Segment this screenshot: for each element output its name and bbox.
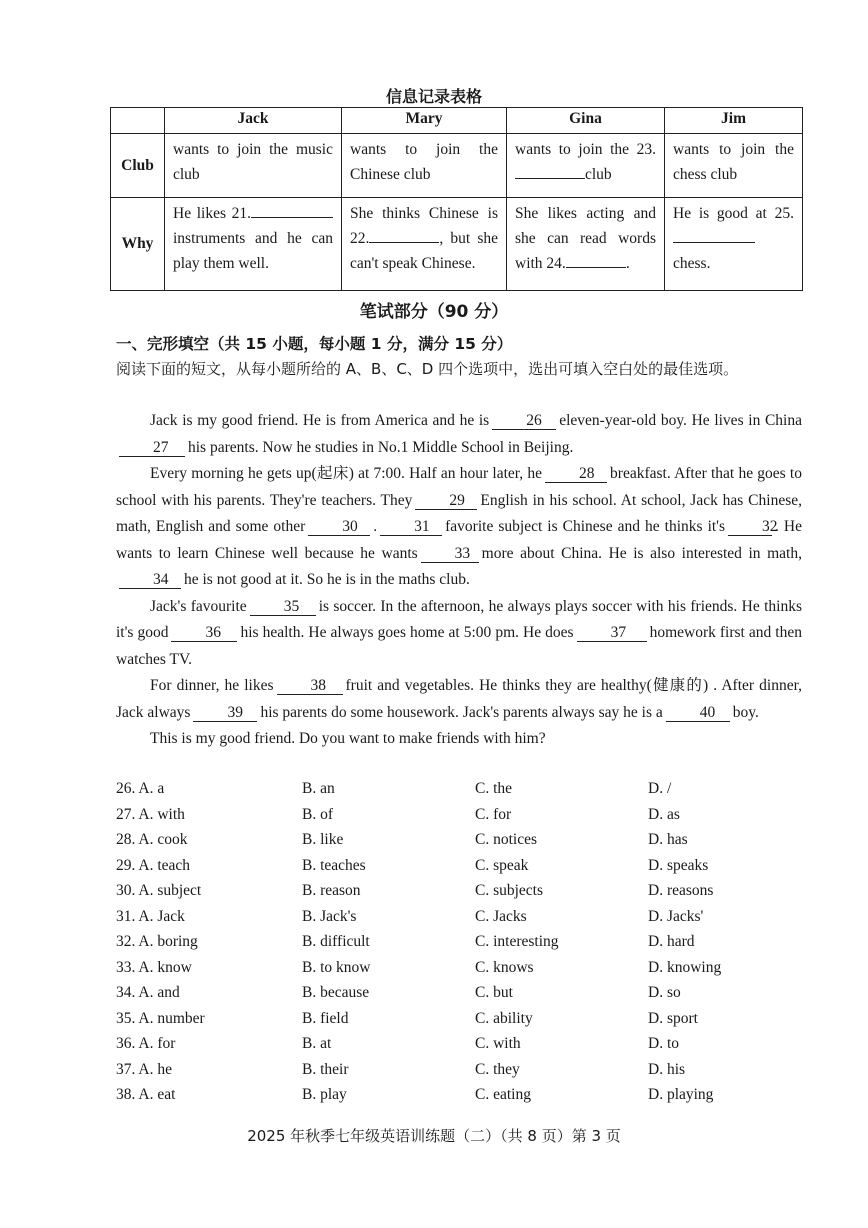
passage-text: boy. (732, 703, 759, 721)
question-row (116, 882, 816, 908)
option-a: 34. A. and (116, 984, 180, 1001)
header-mary: Mary (342, 108, 507, 134)
mary-why-suffix: , but she can't speak Chinese. (350, 230, 498, 273)
passage-text: his health. He always goes home at 5:00 pm. He does (240, 624, 574, 641)
instruction-text: 阅读下面的短文，从每小题所给的 A、B、C、D 四个选项中，选出可填入空白处的最佳选项。 (116, 360, 739, 378)
option-b: B. at (302, 1035, 332, 1052)
option-d: D. hard (648, 933, 695, 950)
passage-text: homework first and then watches TV. (116, 624, 802, 668)
paragraph-1 (116, 408, 802, 461)
passage-text: Jack's favourite (150, 597, 247, 615)
blank-21-line (251, 201, 333, 218)
header-jack: Jack (165, 108, 342, 134)
blank-24-line (566, 251, 626, 268)
question-row (116, 831, 816, 857)
passage-text: he is not good at it. So he is in the maths club. (184, 571, 470, 588)
question-row (116, 1035, 816, 1061)
option-c: C. for (475, 805, 512, 823)
header-jim: Jim (665, 108, 803, 134)
gina-club-suffix: club (585, 166, 612, 184)
option-c: C. they (475, 1060, 520, 1078)
blank-37: 37 (577, 624, 647, 642)
option-b: B. Jack's (302, 907, 357, 925)
option-d: D. Jacks' (648, 907, 704, 925)
blank-33: 33 (421, 545, 479, 563)
passage-text: . He wants to learn Chinese well because he wants (116, 518, 802, 562)
option-a: 37. A. he (116, 1060, 172, 1078)
blank-28: 28 (545, 465, 607, 483)
gina-club-text: wants to join the 23. (515, 141, 656, 159)
blank-29: 29 (415, 492, 477, 510)
option-a: 29. A. teach (116, 856, 191, 874)
option-b: B. field (302, 1009, 349, 1027)
question-options-list (116, 780, 816, 1112)
option-d: D. so (648, 984, 681, 1001)
question-row (116, 984, 816, 1010)
table-row-club (111, 134, 803, 198)
option-c: C. subjects (475, 882, 544, 899)
blank-40: 40 (666, 704, 730, 722)
option-b: B. reason (302, 882, 361, 899)
blank-39: 39 (193, 704, 257, 722)
option-b: B. because (302, 984, 370, 1001)
option-a: 32. A. boring (116, 933, 198, 950)
option-a: 38. A. eat (116, 1086, 176, 1103)
question-row (116, 780, 816, 806)
part-title: 一、完形填空（共 15 小题，每小题 1 分，满分 15 分） (116, 335, 513, 353)
option-a: 30. A. subject (116, 882, 202, 899)
option-b: B. play (302, 1086, 347, 1103)
jack-why-text: He likes 21. (173, 205, 251, 223)
option-b: B. like (302, 831, 344, 848)
passage-text: . (373, 518, 378, 535)
option-a: 26. A. a (116, 780, 165, 797)
option-c: C. with (475, 1035, 521, 1052)
option-a: 28. A. cook (116, 831, 188, 848)
option-c: C. notices (475, 831, 537, 848)
passage-text: his parents do some housework. Jack's parents always say he is a (260, 703, 663, 721)
option-b: B. of (302, 805, 333, 823)
option-d: D. / (648, 780, 672, 797)
passage-text: is soccer. In the afternoon, he always plays soccer with his friends. He thinks it's good (116, 597, 802, 641)
table-title: 信息记录表格 (385, 87, 482, 106)
row-label-why: Why (111, 198, 165, 291)
table-header-row (111, 108, 803, 134)
option-c: C. speak (475, 856, 529, 874)
passage-text: English in his school. At school, Jack has Chinese, math, English and some other (116, 491, 802, 535)
paragraph-4 (116, 673, 802, 726)
option-b: B. an (302, 780, 335, 797)
option-a: 31. A. Jack (116, 907, 185, 925)
passage-text: fruit and vegetables. He thinks they are healthy(健康的) . After dinner, Jack always (116, 677, 802, 721)
question-row (116, 1061, 816, 1087)
cell-jack-club: wants to join the music club (165, 134, 342, 198)
question-row (116, 1086, 816, 1112)
cell-gina-why (507, 198, 665, 291)
passage-text: more about China. He is also interested in math, (481, 544, 802, 562)
passage-text: Jack is my good friend. He is from America and he is (150, 412, 490, 429)
blank-36: 36 (171, 624, 237, 642)
blank-25-line (673, 226, 755, 243)
option-a: 36. A. for (116, 1035, 176, 1052)
option-b: B. their (302, 1060, 349, 1078)
jim-why-text: He is good at 25. (673, 205, 794, 223)
question-row (116, 806, 816, 832)
blank-30: 30 (308, 518, 370, 536)
blank-31: 31 (380, 518, 442, 536)
option-c: C. the (475, 780, 513, 797)
option-a: 27. A. with (116, 805, 185, 823)
option-c: C. ability (475, 1009, 533, 1027)
row-label-club: Club (111, 134, 165, 198)
cell-gina-club (507, 134, 665, 198)
table-row-why (111, 198, 803, 291)
table-corner-cell (111, 108, 165, 134)
cell-mary-club: wants to join the Chinese club (342, 134, 507, 198)
blank-23-line (515, 162, 585, 179)
header-gina: Gina (507, 108, 665, 134)
option-a: 33. A. know (116, 958, 192, 976)
info-record-table (110, 107, 803, 291)
question-row (116, 908, 816, 934)
blank-38: 38 (277, 677, 343, 695)
jack-why-suffix: instruments and he can play them well. (173, 230, 333, 273)
paragraph-3 (116, 594, 802, 674)
question-row (116, 1010, 816, 1036)
passage-text: eleven-year-old boy. He lives in China (559, 412, 802, 429)
blank-26: 26 (492, 412, 556, 430)
blank-34: 34 (119, 571, 181, 589)
option-d: D. speaks (648, 856, 709, 874)
option-d: D. as (648, 805, 680, 823)
blank-35: 35 (250, 598, 316, 616)
section-title: 笔试部分（90 分） (359, 302, 509, 322)
option-d: D. knowing (648, 958, 722, 976)
paragraph-2 (116, 461, 802, 594)
gina-why-suffix: . (625, 255, 630, 273)
cell-jim-club: wants to join the chess club (665, 134, 803, 198)
cell-jack-why (165, 198, 342, 291)
question-row (116, 857, 816, 883)
paragraph-5: This is my good friend. Do you want to make friends with him? (150, 730, 546, 747)
passage-text: favorite subject is Chinese and he thinks it's (445, 518, 726, 535)
option-c: C. but (475, 984, 513, 1001)
cloze-passage (116, 408, 802, 753)
option-c: C. knows (475, 958, 534, 976)
option-d: D. has (648, 831, 688, 848)
page-footer: 2025 年秋季七年级英语训练题（二）（共 8 页）第 3 页 (247, 1127, 621, 1145)
question-row (116, 959, 816, 985)
cell-mary-why (342, 198, 507, 291)
mary-why-text: She thinks Chinese is 22. (350, 205, 498, 248)
option-c: C. Jacks (475, 907, 527, 925)
question-row (116, 933, 816, 959)
option-d: D. sport (648, 1009, 698, 1027)
option-a: 35. A. number (116, 1009, 205, 1027)
option-b: B. difficult (302, 933, 370, 950)
blank-32: 32 (728, 518, 772, 536)
cell-jim-why (665, 198, 803, 291)
gina-why-text: She likes acting and she can read words with 24. (515, 205, 656, 273)
passage-text: Every morning he gets up(起床) at 7:00. Half an hour later, he (150, 465, 543, 482)
jim-why-suffix: chess. (673, 255, 711, 273)
option-d: D. playing (648, 1086, 714, 1103)
blank-27: 27 (119, 439, 185, 457)
blank-22-line (369, 226, 439, 243)
option-d: D. his (648, 1060, 686, 1078)
option-c: C. interesting (475, 933, 559, 950)
option-d: D. reasons (648, 882, 714, 899)
passage-text: breakfast. After that he goes to school with his parents. They're teachers. They (116, 465, 802, 509)
option-d: D. to (648, 1035, 679, 1052)
option-b: B. to know (302, 958, 371, 976)
option-b: B. teaches (302, 856, 366, 874)
passage-text: his parents. Now he studies in No.1 Middle School in Beijing. (188, 438, 574, 456)
option-c: C. eating (475, 1086, 531, 1103)
passage-text: For dinner, he likes (150, 677, 274, 694)
